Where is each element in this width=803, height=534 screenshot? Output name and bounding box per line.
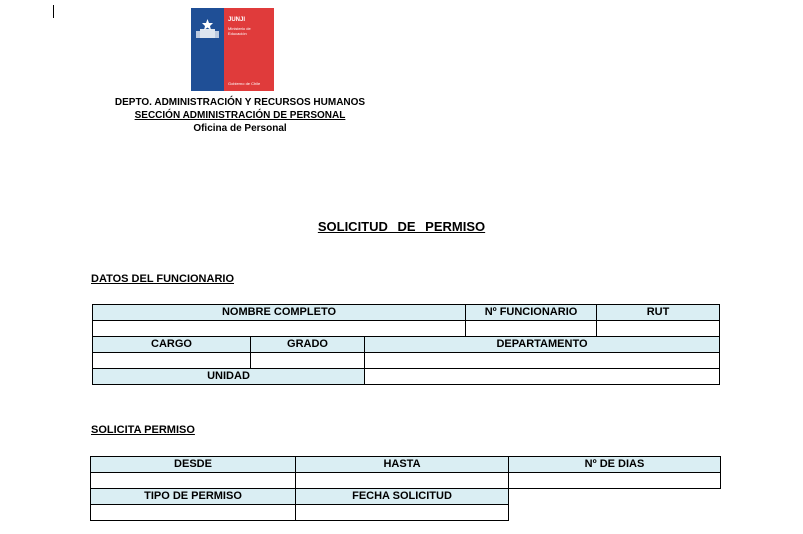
tipo-header: TIPO DE PERMISO: [91, 489, 296, 505]
permit-request-table: [90, 456, 721, 521]
nombre-field[interactable]: [93, 321, 466, 337]
hasta-header: HASTA: [296, 457, 509, 473]
section-line: SECCIÓN ADMINISTRACIÓN DE PERSONAL: [134, 110, 346, 121]
unidad-header: UNIDAD: [93, 369, 365, 385]
nombre-header: NOMBRE COMPLETO: [93, 305, 466, 321]
employee-section-heading: DATOS DEL FUNCIONARIO: [91, 273, 235, 285]
text-cursor: [53, 5, 54, 18]
logo-brand-text: JUNJI: [228, 17, 246, 23]
desde-field[interactable]: [91, 473, 296, 489]
logo-blue-panel: [191, 8, 224, 91]
desde-header: DESDE: [91, 457, 296, 473]
grado-field[interactable]: [251, 353, 365, 369]
hasta-field[interactable]: [296, 473, 509, 489]
fecha-field[interactable]: [296, 505, 509, 521]
rut-header: RUT: [597, 305, 720, 321]
dias-header: Nº DE DIAS: [509, 457, 721, 473]
logo-red-panel: [224, 8, 274, 91]
cargo-header: CARGO: [93, 337, 251, 353]
unidad-field[interactable]: [365, 369, 720, 385]
employee-data-table: [92, 304, 720, 385]
junji-logo: [191, 8, 274, 91]
coat-of-arms-icon: [194, 18, 221, 42]
numero-field[interactable]: [466, 321, 597, 337]
tipo-field[interactable]: [91, 505, 296, 521]
numero-header: Nº FUNCIONARIO: [466, 305, 597, 321]
dias-field[interactable]: [509, 473, 721, 489]
departamento-header: DEPARTAMENTO: [365, 337, 720, 353]
page-title: SOLICITUD DE PERMISO: [317, 219, 486, 234]
permit-section-heading: SOLICITA PERMISO: [91, 424, 195, 436]
grado-header: GRADO: [251, 337, 365, 353]
logo-government-text: Gobierno de Chile: [228, 81, 261, 86]
department-line: DEPTO. ADMINISTRACIÓN Y RECURSOS HUMANOS: [114, 97, 366, 108]
departamento-field[interactable]: [365, 353, 720, 369]
department-header: [100, 96, 380, 135]
logo-ministry-text: Ministerio de Educación: [228, 26, 251, 36]
office-line: Oficina de Personal: [193, 123, 287, 134]
fecha-header: FECHA SOLICITUD: [296, 489, 509, 505]
rut-field[interactable]: [597, 321, 720, 337]
cargo-field[interactable]: [93, 353, 251, 369]
empty-cell: [509, 505, 721, 521]
empty-cell: [509, 489, 721, 505]
